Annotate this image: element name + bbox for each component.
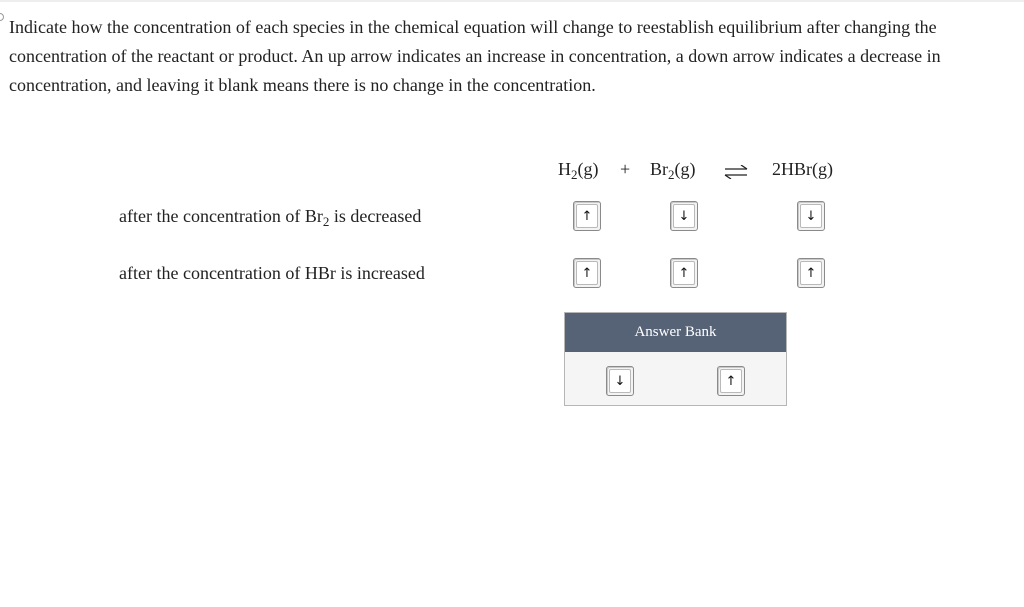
drop-target-br2-row2[interactable]: [670, 258, 698, 288]
drop-target-hbr-row2[interactable]: [797, 258, 825, 288]
bank-tile-down[interactable]: [606, 366, 634, 396]
answer-bank-title: Answer Bank: [565, 313, 786, 352]
top-divider: [0, 0, 1024, 2]
bank-tile-up[interactable]: [717, 366, 745, 396]
question-prompt: Indicate how the concentration of each species in the chemical equation will change to reestablish equilibrium after changing the concentration of the reactant or product. An up arrow indicates an increase in concentration, a down arrow indicates a decrease in concentration, and leaving it blank means there is no change in the concentration.: [9, 17, 941, 95]
drop-target-h2-row1[interactable]: [573, 201, 601, 231]
species-br2-sub: 2: [668, 167, 675, 182]
row-label-prefix: after the concentration of Br: [119, 206, 323, 226]
species-br2-base: Br: [650, 159, 668, 179]
drop-target-h2-row2[interactable]: [573, 258, 601, 288]
row-label-hbr-increased: [119, 263, 425, 284]
product-2hbr: 2HBr(g): [772, 159, 833, 179]
question-bullet-icon: [0, 13, 4, 21]
down-arrow-icon[interactable]: ↓: [609, 369, 631, 393]
answer-tile-down-arrow[interactable]: ↓: [673, 204, 695, 228]
species-h2: [558, 159, 599, 180]
row-label-br2-decreased: [119, 206, 421, 227]
up-arrow-icon[interactable]: ↑: [720, 369, 742, 393]
species-h2-sub: 2: [571, 167, 578, 182]
species-br2: [650, 159, 696, 180]
species-h2-base: H: [558, 159, 571, 179]
row-label-suffix: is decreased: [329, 206, 422, 226]
answer-tile-up-arrow[interactable]: ↑: [673, 261, 695, 285]
answer-tile-up-arrow[interactable]: ↑: [576, 261, 598, 285]
answer-tile-up-arrow[interactable]: ↑: [800, 261, 822, 285]
row-label-sub: 2: [322, 214, 330, 229]
plus-sign: +: [620, 159, 631, 179]
species-br2-phase: (g): [674, 159, 696, 179]
answer-bank: [564, 312, 787, 406]
drop-target-hbr-row1[interactable]: [797, 201, 825, 231]
equilibrium-arrows-icon: [723, 165, 749, 179]
row-label-prefix: after the concentration of HBr is increased: [119, 263, 425, 283]
answer-tile-down-arrow[interactable]: ↓: [800, 204, 822, 228]
drop-target-br2-row1[interactable]: [670, 201, 698, 231]
answer-tile-up-arrow[interactable]: ↑: [576, 204, 598, 228]
species-h2-phase: (g): [577, 159, 599, 179]
